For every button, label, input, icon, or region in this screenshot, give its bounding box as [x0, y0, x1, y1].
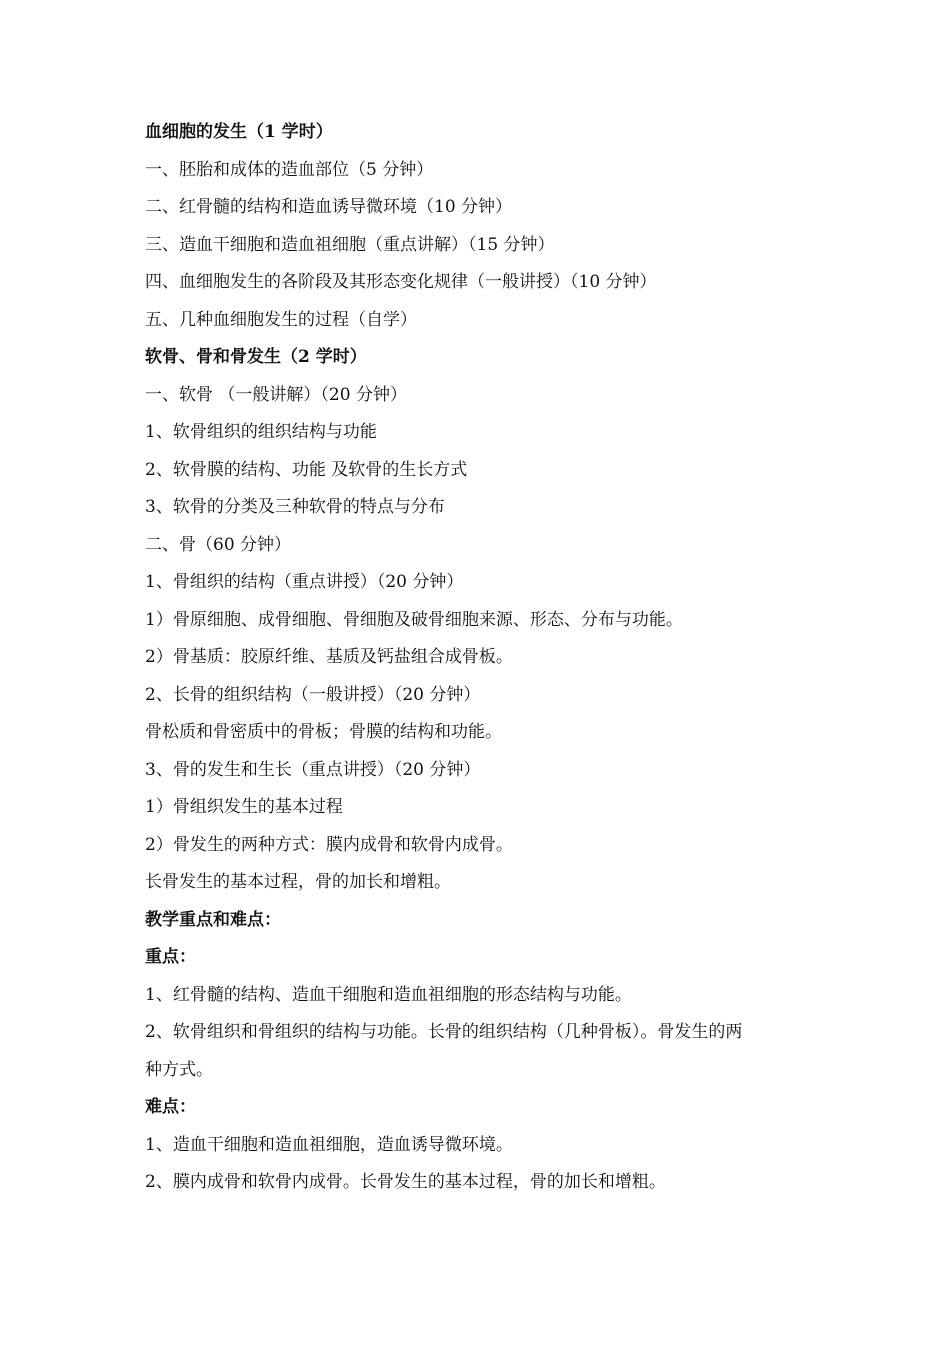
subheading-difficult: 难点：	[145, 1097, 196, 1117]
section-heading-cartilage-bone: 软骨、骨和骨发生（2 学时）	[145, 347, 367, 367]
list-item: 2、软骨膜的结构、功能 及软骨的生长方式	[145, 459, 468, 480]
list-item: 2、膜内成骨和软骨内成骨。长骨发生的基本过程，骨的加长和增粗。	[145, 1172, 666, 1192]
list-item: 1、骨组织的结构（重点讲授）（20 分钟）	[145, 572, 464, 592]
list-item: 3、软骨的分类及三种软骨的特点与分布	[145, 497, 445, 517]
list-item: 1、红骨髓的结构、造血干细胞和造血祖细胞的形态结构与功能。	[145, 984, 632, 1005]
paragraph-text: 骨松质和骨密质中的骨板；骨膜的结构和功能。	[145, 722, 502, 742]
list-item-continuation: 种方式。	[145, 1059, 213, 1080]
list-item: 2）骨发生的两种方式：膜内成骨和软骨内成骨。	[145, 834, 513, 855]
list-item: 1）骨组织发生的基本过程	[145, 797, 343, 817]
list-item: 1、软骨组织的组织结构与功能	[145, 422, 377, 442]
document-body	[145, 114, 825, 1202]
paragraph-text: 长骨发生的基本过程，骨的加长和增粗。	[145, 872, 451, 892]
section-heading-blood-cells: 血细胞的发生（1 学时）	[145, 122, 333, 142]
list-item: 二、骨（60 分钟）	[145, 534, 292, 555]
subheading-key: 重点：	[145, 947, 196, 967]
list-item: 1、造血干细胞和造血祖细胞，造血诱导微环境。	[145, 1134, 513, 1155]
list-item: 1）骨原细胞、成骨细胞、骨细胞及破骨细胞来源、形态、分布与功能。	[145, 609, 683, 630]
list-item: 四、血细胞发生的各阶段及其形态变化规律（一般讲授）（10 分钟）	[145, 272, 657, 292]
list-item: 2）骨基质：胶原纤维、基质及钙盐组合成骨板。	[145, 647, 513, 667]
list-item: 3、骨的发生和生长（重点讲授）（20 分钟）	[145, 759, 481, 780]
list-item: 二、红骨髓的结构和造血诱导微环境（10 分钟）	[145, 197, 513, 217]
list-item: 三、造血干细胞和造血祖细胞（重点讲解）（15 分钟）	[145, 234, 555, 255]
list-item: 五、几种血细胞发生的过程（自学）	[145, 309, 417, 330]
list-item: 一、胚胎和成体的造血部位（5 分钟）	[145, 159, 434, 180]
list-item: 一、软骨 （一般讲解）（20 分钟）	[145, 384, 407, 405]
section-heading-key-points: 教学重点和难点：	[145, 909, 281, 930]
list-item: 2、长骨的组织结构（一般讲授）（20 分钟）	[145, 684, 481, 705]
list-item: 2、软骨组织和骨组织的结构与功能。长骨的组织结构（几种骨板）。骨发生的两	[145, 1022, 743, 1042]
